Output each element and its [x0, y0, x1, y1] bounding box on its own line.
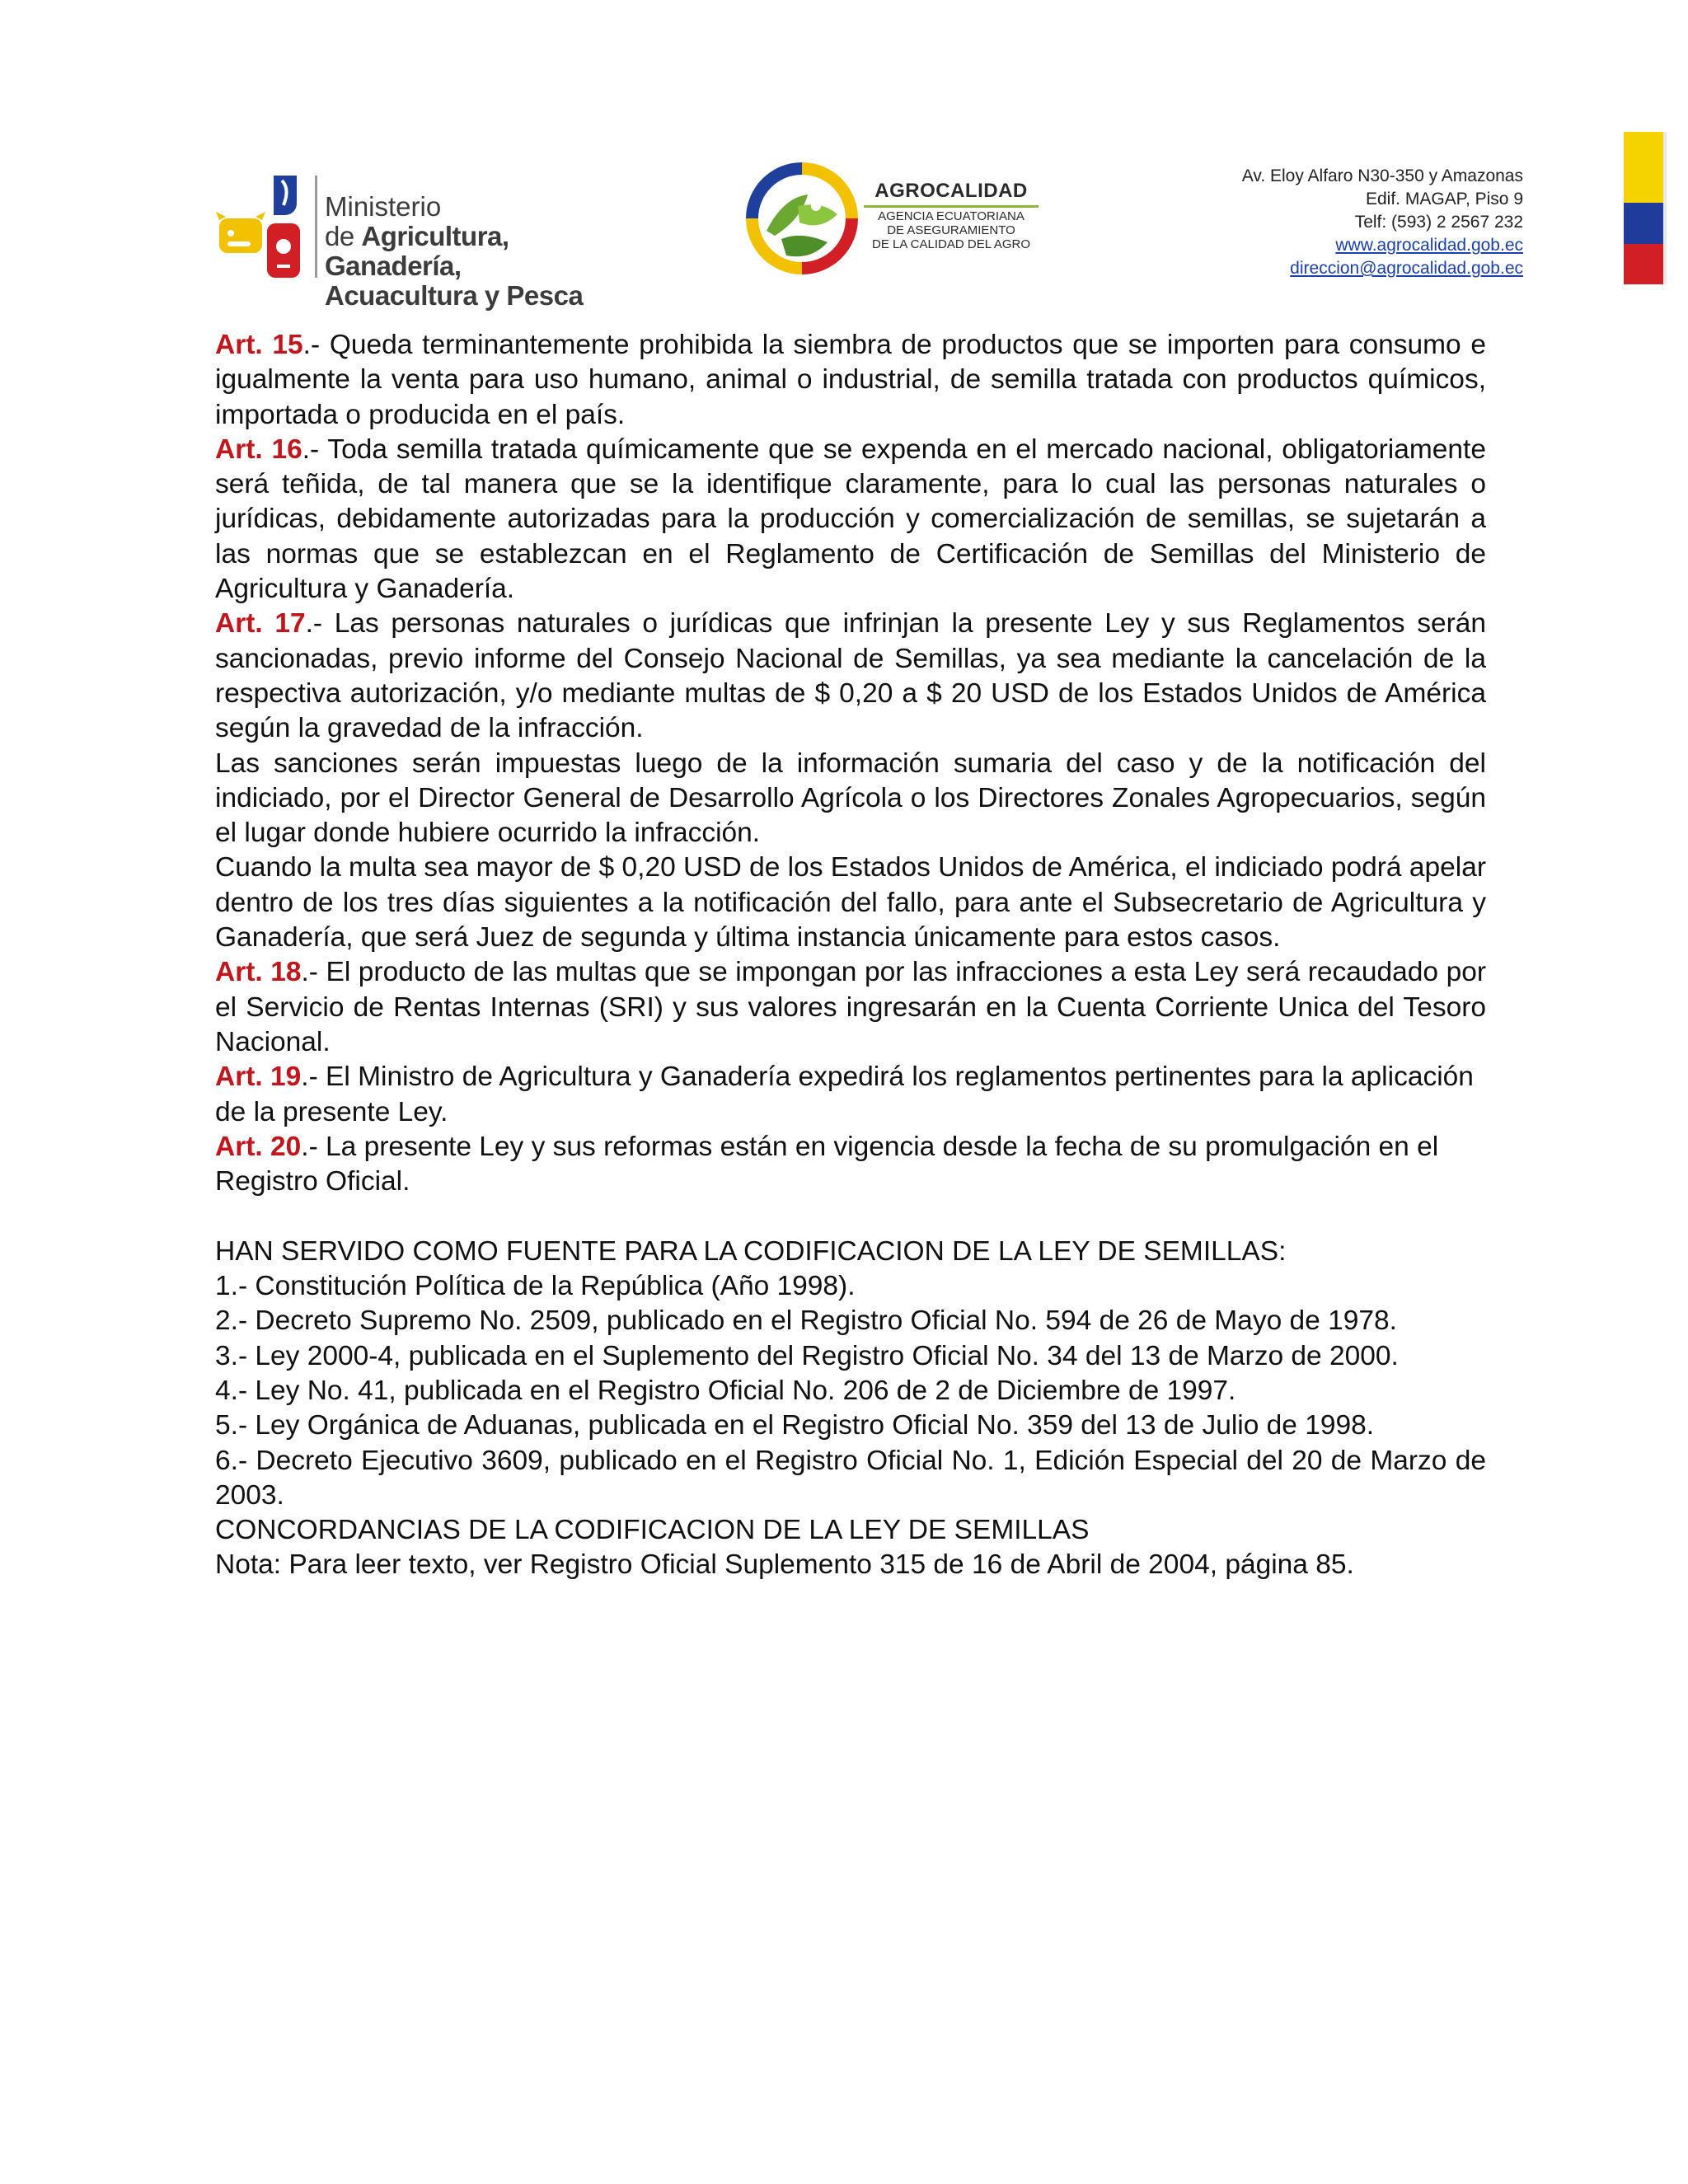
article-20-label: Art. 20: [215, 1131, 302, 1162]
contact-address: [1242, 165, 1523, 280]
website-link[interactable]: www.agrocalidad.gob.ec: [1335, 236, 1523, 255]
article-19-text: .- El Ministro de Agricultura y Ganadería expedirá los reglamentos pertinentes para la aplicación de la presente Ley.: [215, 1062, 1474, 1127]
flag-blue-band: [1624, 203, 1667, 244]
agrocalidad-sub-1: AGENCIA ECUATORIANA: [878, 209, 1025, 223]
source-item-2: 2.- Decreto Supremo No. 2509, publicado en el Registro Oficial No. 594 de 26 de Mayo de 1978.: [215, 1305, 1397, 1337]
flag-yellow-band: [1624, 132, 1667, 203]
ministerio-line-1: Ministerio: [325, 191, 442, 222]
ministerio-name: [325, 192, 645, 311]
article-17-paragraph-2: Las sanciones serán impuestas luego de la información sumaria del caso y de la notificación del indiciado, por el Director General de Desarrollo Agrícola o los Directores Zonales Agropecuarios, según el lugar donde hubiere ocurrido la infracción.: [215, 748, 1486, 849]
article-15-text: .- Queda terminantemente prohibida la siembra de productos que se importen para consumo e igualmente la venta para uso humano, animal o industrial, de semilla tratada con productos químicos, importada o producida en el país.: [215, 330, 1486, 430]
address-line-2: Edif. MAGAP, Piso 9: [1365, 190, 1523, 209]
article-15-label: Art. 15: [215, 330, 303, 360]
ministerio-line-2-prefix: de: [325, 221, 362, 251]
ministerio-line-2: [325, 222, 645, 281]
article-18: [215, 955, 1486, 1060]
article-20: [215, 1130, 1486, 1200]
article-18-text: .- El producto de las multas que se impongan por las infracciones a esta Ley será recaudado por el Servicio de Rentas Internas (SRI) y sus valores ingresarán en la Cuenta Corriente Unica del Tesoro Nacional.: [215, 957, 1486, 1057]
ministerio-logo: [216, 169, 645, 311]
article-19: [215, 1060, 1486, 1130]
address-phone: Telf: (593) 2 2567 232: [1354, 213, 1523, 232]
source-item-3: 3.- Ley 2000-4, publicada en el Suplemento del Registro Oficial No. 34 del 13 de Marzo de 2000.: [215, 1340, 1399, 1371]
document-body: [215, 328, 1486, 1583]
ministerio-emblem-icon: [216, 169, 308, 284]
agrocalidad-sub-3: DE LA CALIDAD DEL AGRO: [871, 237, 1030, 251]
ecuador-flag-stripe: [1624, 132, 1667, 284]
agrocalidad-subtitle: [864, 209, 1039, 251]
source-item-5: 5.- Ley Orgánica de Aduanas, publicada en el Registro Oficial No. 359 del 13 de Julio de 1998.: [215, 1410, 1375, 1441]
ministerio-divider: [315, 176, 317, 278]
article-19-label: Art. 19: [215, 1062, 302, 1093]
article-17-text: .- Las personas naturales o jurídicas que infrinjan la presente Ley y sus Reglamentos serán sancionadas, previo informe del Consejo Nacional de Semillas, ya sea mediante la cancelación de la respectiva autorización, y/o mediante multas de $ 0,20 a $ 20 USD de los Estados Unidos de América según la gravedad de la infracción.: [215, 608, 1486, 744]
article-16-label: Art. 16: [215, 434, 302, 465]
article-17-label: Art. 17: [215, 608, 306, 640]
article-18-label: Art. 18: [215, 957, 302, 988]
flag-red-band: [1624, 244, 1667, 284]
concordancias-heading: CONCORDANCIAS DE LA CODIFICACION DE LA LEY DE SEMILLAS: [215, 1515, 1090, 1546]
source-item-4: 4.- Ley No. 41, publicada en el Registro Oficial No. 206 de 2 de Diciembre de 1997.: [215, 1375, 1236, 1406]
source-item-1: 1.- Constitución Política de la República (Año 1998).: [215, 1271, 856, 1302]
source-item-6: 6.- Decreto Ejecutivo 3609, publicado en el Registro Oficial No. 1, Edición Especial del 20 de Marzo de 2003.: [215, 1445, 1486, 1511]
email-link[interactable]: direccion@agrocalidad.gob.ec: [1290, 259, 1523, 278]
letterhead: [0, 0, 1688, 311]
flag-edge: [1663, 132, 1667, 284]
agrocalidad-emblem-icon: [740, 157, 864, 280]
article-16-text: .- Toda semilla tratada químicamente que se expenda en el mercado nacional, obligatoriamente será teñida, de tal manera que se la identifique claramente, para lo cual las personas naturales o jurídicas, debidamente autorizadas para la producción y comercialización de semillas, se sujetarán a las normas que se establezcan en el Reglamento de Certificación de Semillas del Ministerio de Agricultura y Ganadería.: [215, 434, 1486, 605]
article-15: [215, 328, 1486, 433]
article-16: [215, 433, 1486, 607]
sources-heading: HAN SERVIDO COMO FUENTE PARA LA CODIFICACION DE LA LEY DE SEMILLAS:: [215, 1235, 1287, 1267]
agrocalidad-rule: [864, 205, 1039, 208]
article-17: [215, 607, 1486, 746]
address-line-1: Av. Eloy Alfaro N30-350 y Amazonas: [1241, 166, 1523, 185]
agrocalidad-sub-2: DE ASEGURAMIENTO: [887, 223, 1015, 237]
agrocalidad-title: AGROCALIDAD: [874, 180, 1028, 202]
nota: Nota: Para leer texto, ver Registro Oficial Suplemento 315 de 16 de Abril de 2004, página 85.: [215, 1549, 1354, 1581]
article-17-paragraph-3: Cuando la multa sea mayor de $ 0,20 USD de los Estados Unidos de América, el indiciado podrá apelar dentro de los tres días siguientes a la notificación del fallo, para ante el Subsecretario de Agricultura y Ganadería, que será Juez de segunda y última instancia únicamente para estos casos.: [215, 852, 1486, 954]
agrocalidad-logo: [740, 157, 1053, 280]
article-20-text: .- La presente Ley y sus reformas están en vigencia desde la fecha de su promulgación en el Registro Oficial.: [215, 1131, 1439, 1197]
ministerio-line-3: Acuacultura y Pesca: [325, 280, 584, 311]
spacer: [215, 1199, 1486, 1234]
ministerio-line-2-bold: Agricultura, Ganadería,: [325, 221, 509, 281]
